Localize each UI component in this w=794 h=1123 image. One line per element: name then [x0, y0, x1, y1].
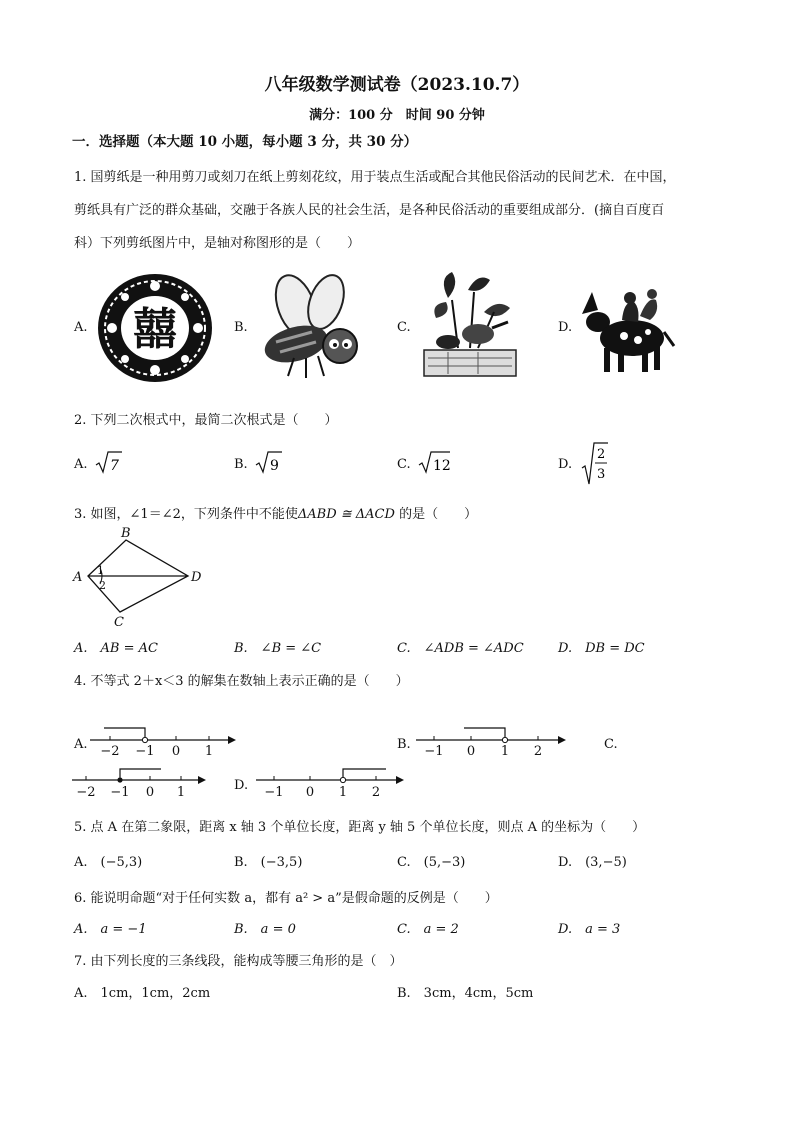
- q2-option-b-label: B.: [234, 457, 248, 472]
- svg-text:−1: −1: [135, 744, 155, 759]
- q7-option-a: A. 1cm，1cm，2cm: [74, 986, 211, 1001]
- q1-line3: 科）下列剪纸图片中，是轴对称图形的是（ ）: [74, 236, 361, 251]
- flower-bird-papercut: [418, 268, 520, 380]
- q4-number-line-d: [254, 764, 410, 804]
- svg-text:3: 3: [597, 467, 606, 482]
- q3-stem: 3. 如图，∠1＝∠2，下列条件中不能使ΔABD ≅ ΔACD 的是（ ）: [74, 507, 478, 522]
- q2-option-d-label: D.: [558, 457, 573, 472]
- q4-option-a-label: A.: [74, 737, 88, 752]
- svg-text:2: 2: [597, 447, 606, 462]
- page-title: 八年级数学测试卷（2023.10.7）: [264, 75, 530, 95]
- svg-text:D: D: [191, 570, 202, 585]
- q3-option-a: A. AB = AC: [74, 641, 158, 656]
- q1-option-d-label: D.: [558, 320, 573, 335]
- q1-option-c-label: C.: [397, 320, 411, 335]
- svg-text:12: 12: [433, 458, 451, 474]
- svg-text:2: 2: [533, 744, 543, 759]
- q4-stem: 4. 不等式 2＋x＜3 的解集在数轴上表示正确的是（ ）: [74, 674, 409, 689]
- svg-text:9: 9: [270, 458, 279, 474]
- donkey-rider-papercut: [578, 284, 676, 376]
- svg-text:2: 2: [99, 579, 106, 592]
- q6-stem: 6. 能说明命题“对于任何实数 a，都有 a² > a”是假命题的反例是（ ）: [74, 891, 498, 906]
- q1-option-b-label: B.: [234, 320, 248, 335]
- svg-text:−2: −2: [100, 744, 120, 759]
- svg-text:1: 1: [338, 785, 348, 800]
- svg-text:0: 0: [466, 744, 476, 759]
- q6-option-d: D. a = 3: [558, 922, 621, 937]
- q2-option-a-label: A.: [74, 457, 88, 472]
- svg-text:−2: −2: [76, 785, 96, 800]
- q4-option-c-label: C.: [604, 737, 618, 752]
- svg-text:1: 1: [97, 564, 104, 577]
- q2-sqrt-12: [417, 449, 451, 475]
- double-happiness-papercut: [96, 272, 214, 384]
- svg-text:0: 0: [305, 785, 315, 800]
- q4-number-line-a: [88, 720, 238, 760]
- svg-text:1: 1: [500, 744, 510, 759]
- q6-option-c: C. a = 2: [397, 922, 459, 937]
- svg-text:0: 0: [145, 785, 155, 800]
- q2-option-c-label: C.: [397, 457, 411, 472]
- q2-sqrt-7: [94, 449, 124, 475]
- svg-text:−1: −1: [424, 744, 444, 759]
- svg-text:C: C: [114, 615, 124, 630]
- q3-option-c: C. ∠ADB = ∠ADC: [397, 641, 524, 656]
- q3-figure-quadrilateral: [70, 526, 210, 630]
- svg-text:1: 1: [204, 744, 214, 759]
- seal-text: 囍: [133, 304, 177, 355]
- q5-option-d: D. (3,−5): [558, 855, 627, 870]
- svg-text:−1: −1: [110, 785, 130, 800]
- q7-option-b: B. 3cm，4cm，5cm: [397, 986, 534, 1001]
- q1-line1: 1. 国剪纸是一种用剪刀或刻刀在纸上剪刻花纹，用于装点生活或配合其他民俗活动的民间艺术．在中国，: [74, 170, 676, 185]
- q5-option-c: C. (5,−3): [397, 855, 466, 870]
- q4-option-b-label: B.: [397, 737, 411, 752]
- svg-text:0: 0: [171, 744, 181, 759]
- q4-option-d-label: D.: [234, 778, 249, 793]
- q3-option-b: B. ∠B = ∠C: [234, 641, 322, 656]
- svg-text:−1: −1: [264, 785, 284, 800]
- svg-text:1: 1: [176, 785, 186, 800]
- q6-option-a: A. a = −1: [74, 922, 147, 937]
- q3-option-d: D. DB = DC: [558, 641, 645, 656]
- q2-sqrt-two-thirds: [580, 440, 610, 486]
- svg-text:A: A: [73, 570, 83, 585]
- exam-info: 满分：100 分 时间 90 分钟: [309, 108, 485, 123]
- q4-number-line-c: [70, 764, 210, 804]
- q1-option-a-label: A.: [74, 320, 88, 335]
- q1-line2: 剪纸具有广泛的群众基础，交融于各族人民的社会生活，是各种民俗活动的重要组成部分．(摘自百度百: [74, 203, 665, 218]
- q4-number-line-b: [414, 720, 570, 760]
- q5-stem: 5. 点 A 在第二象限，距离 x 轴 3 个单位长度，距离 y 轴 5 个单位长度，则点 A 的坐标为（ ）: [74, 820, 646, 835]
- svg-text:2: 2: [371, 785, 381, 800]
- section-heading: 一．选择题（本大题 10 小题，每小题 3 分，共 30 分）: [72, 134, 418, 150]
- q5-option-a: A. (−5,3): [74, 855, 143, 870]
- svg-text:B: B: [121, 526, 131, 541]
- q2-stem: 2. 下列二次根式中，最简二次根式是（ ）: [74, 413, 338, 428]
- svg-text:7: 7: [110, 458, 119, 474]
- bee-papercut: [254, 272, 370, 384]
- q2-sqrt-9: [254, 449, 284, 475]
- q5-option-b: B. (−3,5): [234, 855, 303, 870]
- q6-option-b: B. a = 0: [234, 922, 296, 937]
- q7-stem: 7. 由下列长度的三条线段，能构成等腰三角形的是（ ）: [74, 954, 403, 969]
